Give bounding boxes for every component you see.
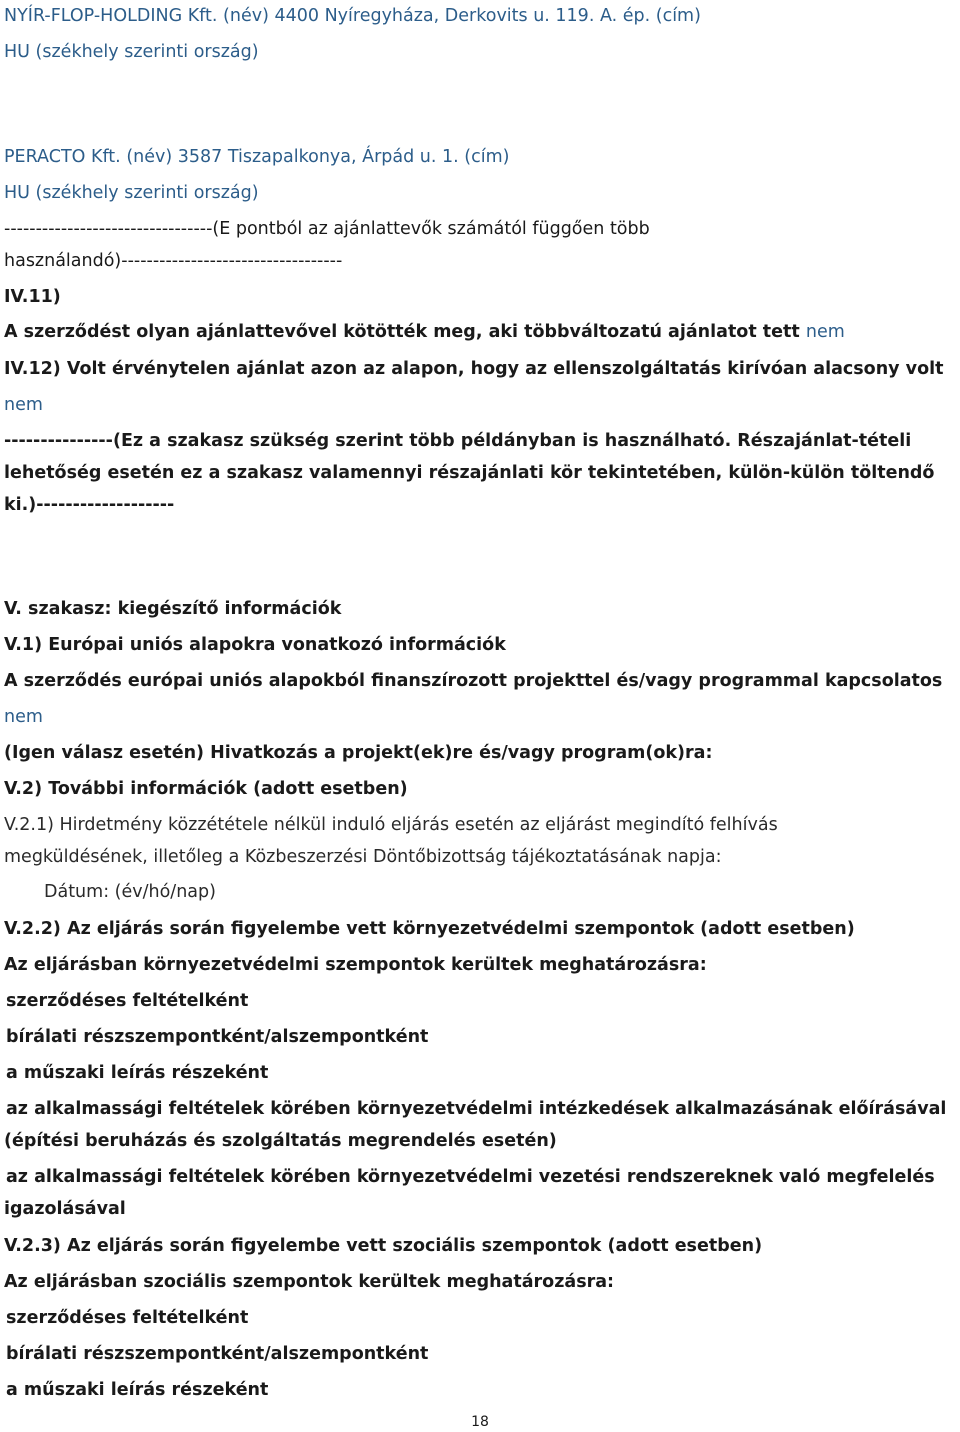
v2-title: V.2) További információk (adott esetben) [4,779,408,799]
org1-name: NYÍR-FLOP-HOLDING Kft. [4,6,218,26]
v1-reference: (Igen válasz esetén) Hivatkozás a projekt(ek)re és/vagy program(ok)ra: [4,743,713,763]
v23-item-3: a műszaki leírás részeként [6,1380,269,1400]
note-line-2: lehetőség esetén ez a szakasz valamennyi részajánlati kör tekintetében, külön-külön töltendő [4,463,935,483]
v22-title: V.2.2) Az eljárás során figyelembe vett környezetvédelmi szempontok (adott esetben) [4,919,855,939]
org1-country-line [4,40,259,64]
v22-item-4-cont: (építési beruházás és szolgáltatás megrendelés esetén) [4,1131,557,1151]
note-line-3: ki.)------------------- [4,495,175,515]
org1-line [4,4,701,28]
v22-item-5-cont: igazolásával [4,1199,126,1219]
v23-title: V.2.3) Az eljárás során figyelembe vett szociális szempontok (adott esetben) [4,1236,763,1256]
org1-name-tag: (név) [223,6,269,26]
note-line-1: ---------------(Ez a szakasz szükség szerint több példányban is használható. Részajánlat-tételi [4,431,912,451]
iv12-answer: nem [4,395,43,415]
v1-title: V.1) Európai uniós alapokra vonatkozó információk [4,635,506,655]
v22-item-4: az alkalmassági feltételek körében környezetvédelmi intézkedések alkalmazásának előírásával [6,1099,947,1119]
iv11-text: A szerződést olyan ajánlattevővel kötötték meg, aki többváltozatú ajánlatot tett [4,322,800,342]
v21-date: Dátum: (év/hó/nap) [44,882,216,902]
v22-intro: Az eljárásban környezetvédelmi szempontok kerültek meghatározásra: [4,955,707,975]
iv11-heading: IV.11) [4,287,61,307]
v1-answer: nem [4,707,43,727]
v22-item-1: szerződéses feltételként [6,991,249,1011]
org1-address-tag: (cím) [655,6,701,26]
org2-address-tag: (cím) [464,147,510,167]
iv12-text: IV.12) Volt érvénytelen ajánlat azon az alapon, hogy az ellenszolgáltatás kirívóan alacsony volt [4,359,944,379]
v21-line-1: V.2.1) Hirdetmény közzététele nélkül induló eljárás esetén az eljárást megindító felhívás [4,815,778,835]
v23-item-1: szerződéses feltételként [6,1308,249,1328]
separator-line-1: ---------------------------------(E pontból az ajánlattevők számától függően több [4,219,650,239]
v22-item-2: bírálati részszempontként/alszempontként [6,1027,429,1047]
v23-intro: Az eljárásban szociális szempontok kerültek meghatározásra: [4,1272,615,1292]
v22-item-3: a műszaki leírás részeként [6,1063,269,1083]
org1-country: HU [4,42,30,62]
iv11-answer: nem [805,322,845,342]
v1-text: A szerződés európai uniós alapokból finanszírozott projekttel és/vagy programmal kapcsolatos [4,671,943,691]
section5-title: V. szakasz: kiegészítő információk [4,599,342,619]
org1-address: 4400 Nyíregyháza, Derkovits u. 119. A. ép. [274,6,651,26]
v22-item-5: az alkalmassági feltételek körében környezetvédelmi vezetési rendszereknek való megfelelés [6,1167,935,1187]
org2-country-tag: (székhely szerinti ország) [35,183,259,203]
org2-name-tag: (név) [126,147,173,167]
page-number: 18 [471,1414,489,1430]
org2-line [4,145,509,169]
iv11-line [4,320,845,344]
v21-line-2: megküldésének, illetőleg a Közbeszerzési Döntőbizottság tájékoztatásának napja: [4,847,722,867]
org1-country-tag: (székhely szerinti ország) [35,42,259,62]
v23-item-2: bírálati részszempontként/alszempontként [6,1344,429,1364]
org2-country: HU [4,183,30,203]
org2-country-line [4,181,259,205]
separator-line-2: használandó)----------------------------------- [4,251,343,271]
org2-name: PERACTO Kft. [4,147,121,167]
org2-address: 3587 Tiszapalkonya, Árpád u. 1. [177,147,459,167]
